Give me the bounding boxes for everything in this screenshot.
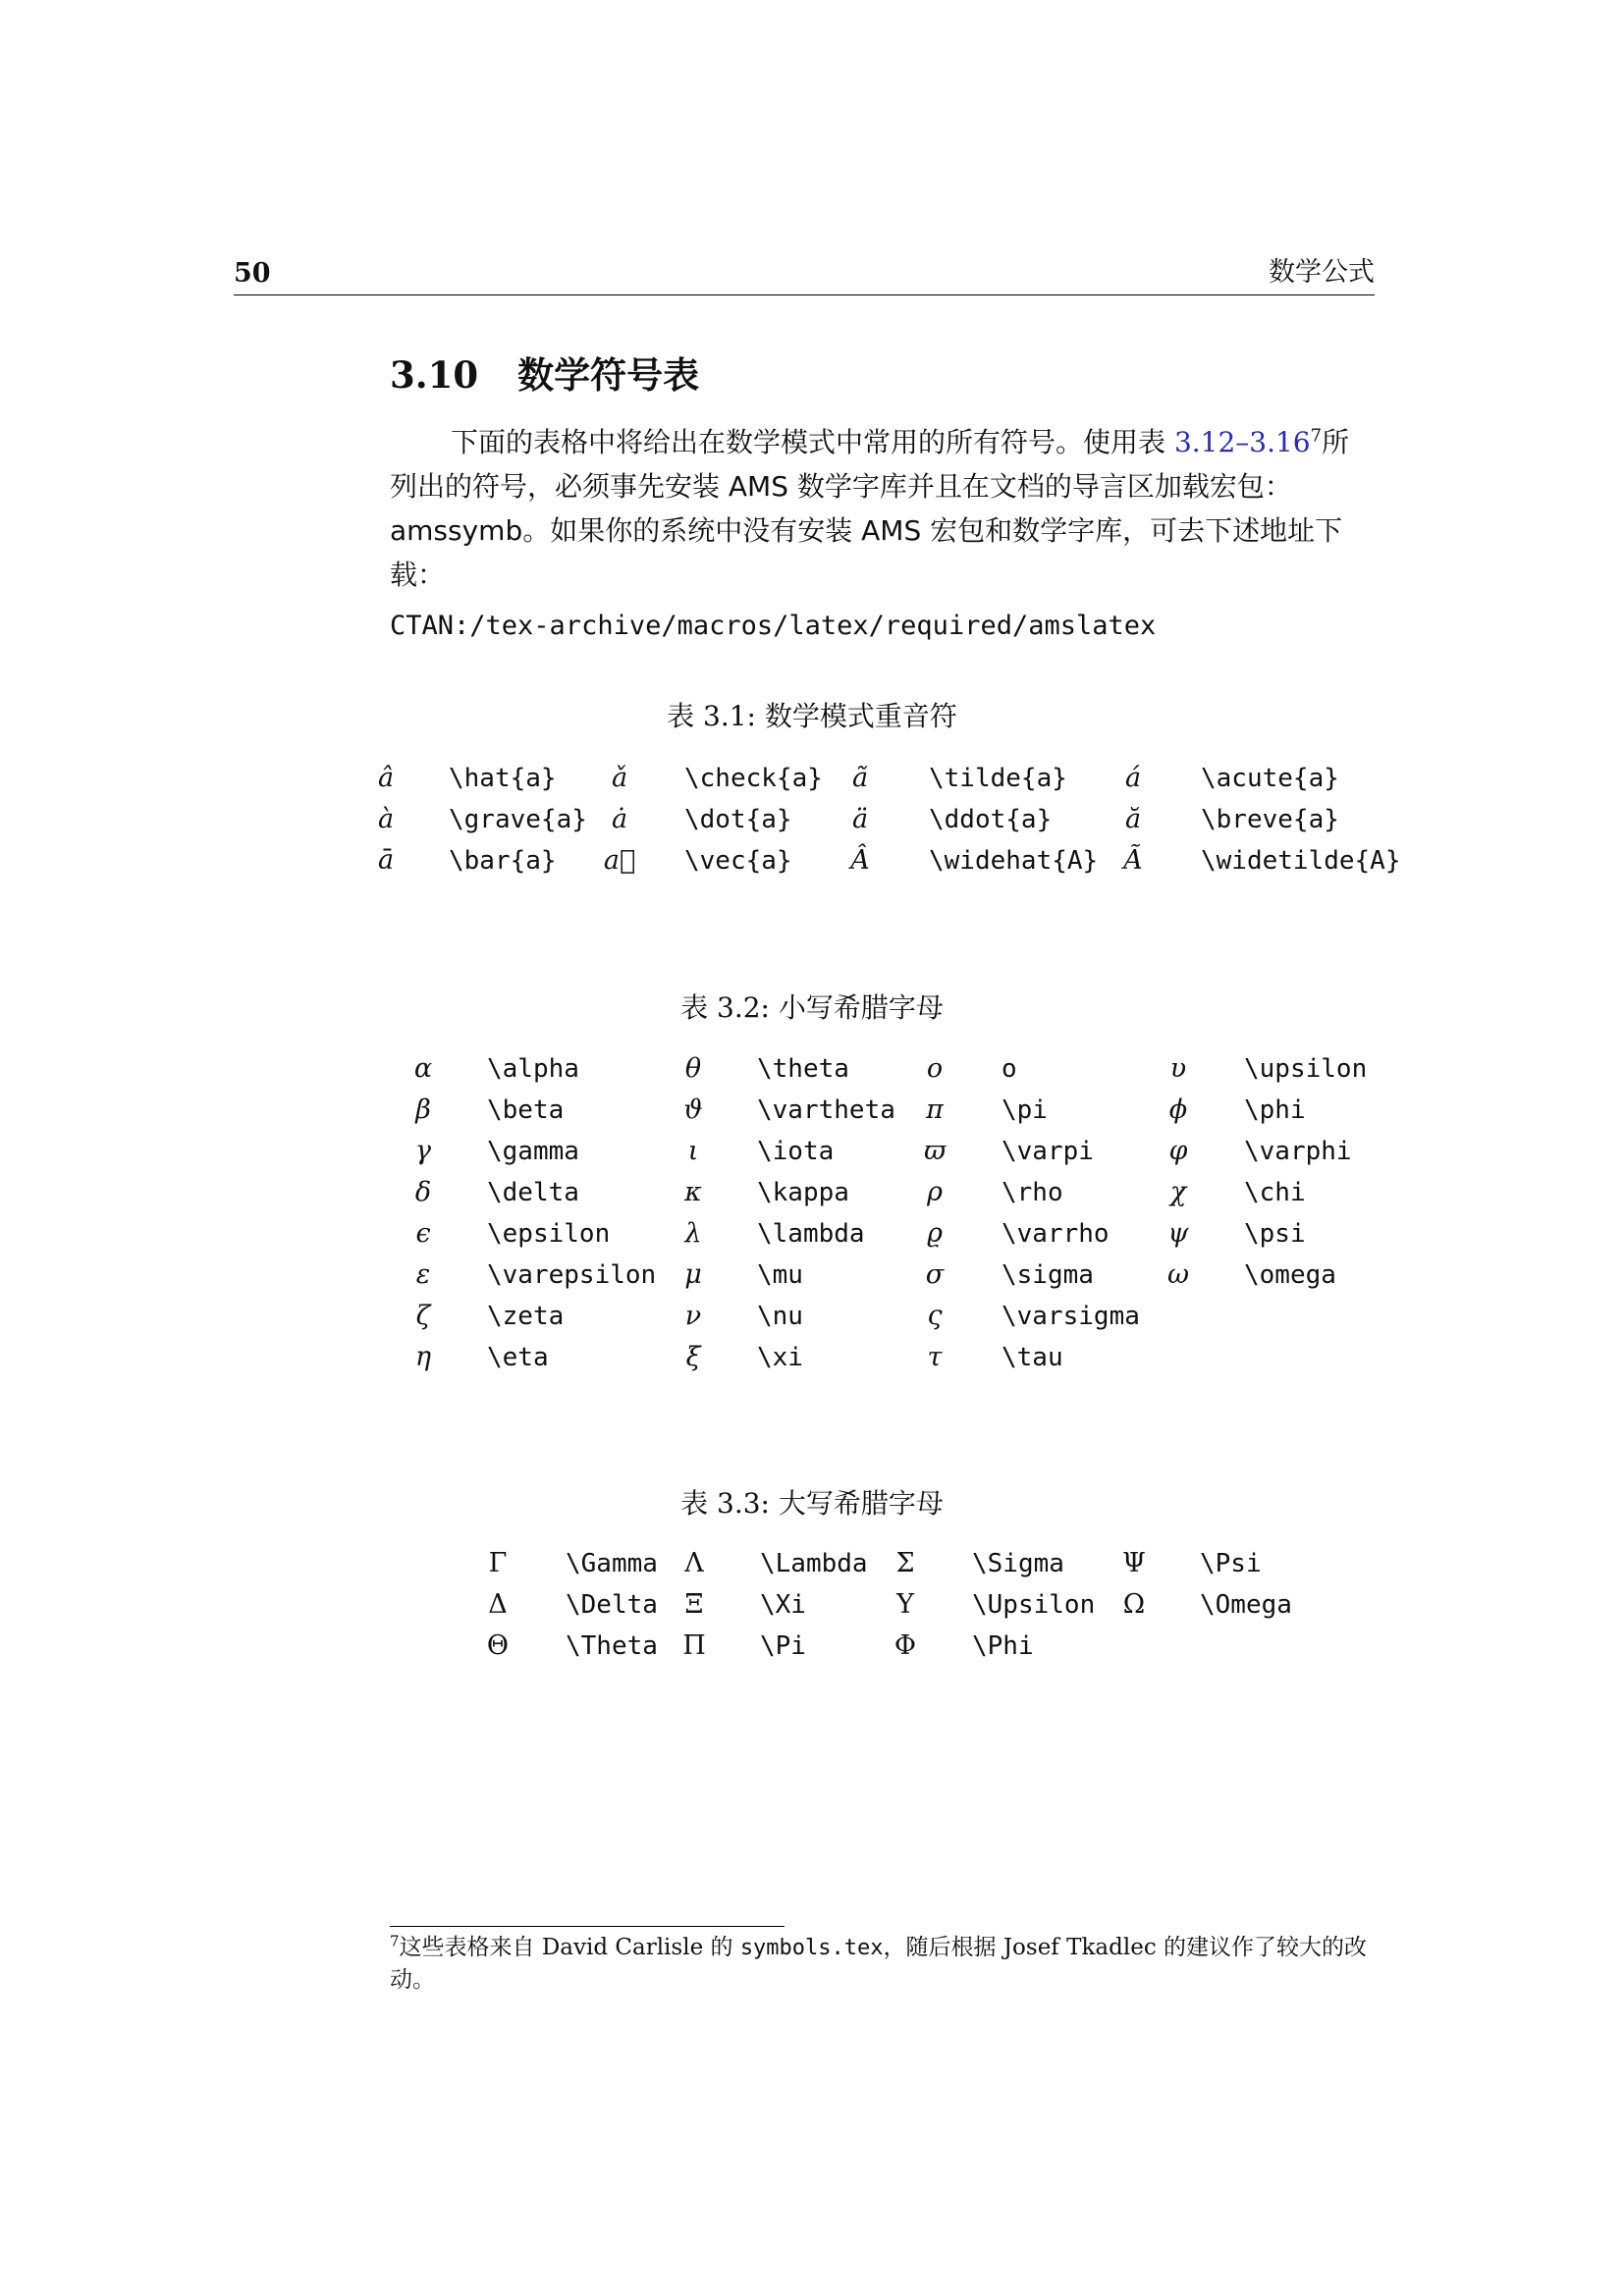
math-symbol: Â — [850, 845, 870, 876]
table-row — [0, 1090, 1624, 1131]
intro-emphasis: 数学模式 — [726, 426, 837, 458]
table-row — [0, 1255, 1624, 1296]
latex-command: \alpha — [487, 1054, 579, 1084]
uppercase-greek-table — [0, 1543, 1624, 1667]
footnote-marker[interactable]: 7 — [1310, 425, 1323, 447]
latex-command: \mu — [757, 1260, 803, 1290]
footnote-rule — [390, 1926, 785, 1927]
math-symbol: ι — [687, 1136, 699, 1166]
latex-command: \Phi — [972, 1631, 1034, 1661]
table-row — [0, 1131, 1624, 1172]
table-caption-3-2 — [0, 987, 1624, 1026]
math-symbol: à — [377, 804, 395, 834]
math-symbol: ã — [851, 763, 869, 793]
latex-command: \nu — [757, 1302, 803, 1331]
latex-command: \Sigma — [972, 1549, 1064, 1578]
math-symbol: λ — [684, 1218, 702, 1249]
math-symbol: β — [415, 1095, 431, 1125]
latex-command: \rho — [1001, 1178, 1063, 1207]
latex-command: \Gamma — [566, 1549, 658, 1578]
math-symbol: ζ — [415, 1301, 431, 1331]
math-symbol: ψ — [1167, 1218, 1189, 1249]
table-caption-3-3 — [0, 1482, 1624, 1522]
footnote-filename: symbols.tex — [739, 1936, 884, 1960]
latex-command: \Lambda — [760, 1549, 868, 1578]
table-row — [0, 840, 1624, 881]
latex-command: \Upsilon — [972, 1590, 1096, 1620]
latex-command: \widetilde{A} — [1201, 846, 1401, 876]
ctan-path: CTAN:/tex-archive/macros/latex/required/amslatex — [390, 611, 1157, 641]
latex-command: \varsigma — [1001, 1302, 1140, 1331]
latex-command: \bar{a} — [449, 846, 557, 876]
intro-text-1: 下面的表格中将给出在 — [451, 426, 727, 458]
latex-command: \Psi — [1200, 1549, 1262, 1578]
table-row — [0, 758, 1624, 799]
caption-prefix: 表 — [680, 991, 718, 1024]
math-symbol: Ω — [1122, 1589, 1146, 1620]
caption-number: 3.1: — [703, 700, 756, 732]
math-symbol: ϖ — [923, 1136, 947, 1166]
lowercase-greek-table — [0, 1048, 1624, 1378]
math-symbol: Θ — [486, 1630, 510, 1661]
latex-command: \pi — [1001, 1095, 1048, 1125]
math-symbol: θ — [684, 1053, 702, 1084]
latex-command: \epsilon — [487, 1219, 611, 1249]
math-symbol: χ — [1169, 1177, 1187, 1207]
math-symbol: υ — [1169, 1053, 1187, 1084]
latex-command: \lambda — [757, 1219, 865, 1249]
table-caption-3-1 — [0, 695, 1624, 734]
math-symbol: κ — [684, 1177, 702, 1207]
intro-text-2: 中常用的所有符号。使用表 — [836, 426, 1174, 458]
accent-table — [0, 758, 1624, 881]
latex-command: \xi — [757, 1343, 803, 1372]
latex-command: \delta — [487, 1178, 579, 1207]
math-symbol: á — [1124, 763, 1142, 793]
math-symbol: Π — [682, 1630, 706, 1661]
latex-command: \theta — [757, 1054, 849, 1084]
latex-command: \eta — [487, 1343, 549, 1372]
math-symbol: ā — [377, 845, 395, 876]
math-symbol: ε — [415, 1259, 431, 1290]
section-title: 数学符号表 — [517, 354, 700, 397]
math-symbol: Ã — [1123, 845, 1143, 876]
footnote-text-3: ，随后根据 — [883, 1935, 1003, 1960]
table-row — [0, 1584, 1624, 1626]
latex-command: \Pi — [760, 1631, 806, 1661]
latex-command: \hat{a} — [449, 764, 557, 793]
intro-paragraph — [390, 420, 1377, 597]
table-row — [0, 799, 1624, 840]
running-header — [234, 253, 1375, 295]
latex-command: \Delta — [566, 1590, 658, 1620]
caption-prefix: 表 — [680, 1487, 718, 1520]
latex-command: \grave{a} — [449, 805, 587, 834]
math-symbol: ν — [684, 1301, 702, 1331]
math-symbol: ă — [1124, 804, 1142, 834]
table-row — [0, 1337, 1624, 1378]
latex-command: \phi — [1244, 1095, 1306, 1125]
caption-prefix: 表 — [667, 700, 704, 732]
math-symbol: Υ — [896, 1589, 914, 1620]
latex-command: \varepsilon — [487, 1260, 657, 1290]
math-symbol: o — [926, 1053, 944, 1084]
latex-command: \Omega — [1200, 1590, 1292, 1620]
latex-command: \omega — [1244, 1260, 1336, 1290]
latex-command: \zeta — [487, 1302, 565, 1331]
latex-command: \gamma — [487, 1137, 579, 1166]
math-symbol: ω — [1166, 1259, 1190, 1290]
math-symbol: σ — [925, 1259, 945, 1290]
latex-command: \tilde{a} — [929, 764, 1067, 793]
latex-command: \vartheta — [757, 1095, 895, 1125]
section-heading — [390, 346, 699, 399]
caption-text: 小写希腊字母 — [769, 991, 944, 1024]
footnote-author: David Carlisle — [541, 1935, 704, 1960]
table-row — [0, 1213, 1624, 1255]
math-symbol: â — [377, 763, 395, 793]
table-row — [0, 1543, 1624, 1584]
math-symbol: ϵ — [415, 1218, 431, 1249]
math-symbol: δ — [414, 1177, 432, 1207]
caption-number: 3.3: — [717, 1487, 770, 1520]
table-row — [0, 1626, 1624, 1667]
math-symbol: ρ — [927, 1177, 943, 1207]
latex-command: \iota — [757, 1137, 835, 1166]
latex-command: \acute{a} — [1201, 764, 1339, 793]
latex-command: \varphi — [1244, 1137, 1352, 1166]
latex-command: \ddot{a} — [929, 805, 1053, 834]
latex-command: \kappa — [757, 1178, 849, 1207]
latex-command: \vec{a} — [684, 846, 792, 876]
table-row — [0, 1048, 1624, 1090]
math-symbol: ä — [851, 804, 869, 834]
table-row — [0, 1296, 1624, 1337]
latex-command: \sigma — [1001, 1260, 1094, 1290]
latex-command: \Theta — [566, 1631, 658, 1661]
math-symbol: ȧ — [611, 804, 628, 834]
page-number: 50 — [234, 258, 271, 289]
math-symbol: ϕ — [1168, 1095, 1188, 1125]
footnote-person: Josef Tkadlec — [1002, 1935, 1157, 1960]
footnote-text-2: 的 — [703, 1935, 740, 1960]
caption-text: 大写希腊字母 — [769, 1487, 944, 1520]
footnote-number: 7 — [390, 1932, 400, 1950]
latex-command: \varrho — [1001, 1219, 1110, 1249]
math-symbol: Ψ — [1122, 1548, 1146, 1578]
caption-number: 3.2: — [717, 991, 770, 1024]
math-symbol: γ — [414, 1136, 432, 1166]
math-symbol: ς — [927, 1301, 943, 1331]
math-symbol: Ξ — [684, 1589, 704, 1620]
latex-command: \upsilon — [1244, 1054, 1368, 1084]
latex-command: \psi — [1244, 1219, 1306, 1249]
math-symbol: Γ — [488, 1548, 508, 1578]
math-symbol: φ — [1168, 1136, 1188, 1166]
footnote-text-1: 这些表格来自 — [399, 1935, 542, 1960]
math-symbol: ϑ — [683, 1095, 703, 1125]
latex-command: o — [1001, 1054, 1017, 1084]
chapter-title: 数学公式 — [1269, 257, 1375, 288]
latex-command: \chi — [1244, 1178, 1306, 1207]
math-symbol: α — [413, 1053, 433, 1084]
math-symbol: ǎ — [611, 763, 628, 793]
math-symbol: η — [414, 1342, 432, 1372]
latex-command: \tau — [1001, 1343, 1063, 1372]
math-symbol: Σ — [895, 1548, 915, 1578]
table-row — [0, 1172, 1624, 1213]
latex-command: \check{a} — [684, 764, 823, 793]
latex-command: \varpi — [1001, 1137, 1094, 1166]
latex-command: \beta — [487, 1095, 565, 1125]
table-reference-link[interactable]: 3.12–3.16 — [1173, 426, 1311, 458]
math-symbol: Λ — [684, 1548, 704, 1578]
math-symbol: a⃗ — [603, 845, 636, 876]
math-symbol: τ — [927, 1342, 943, 1372]
math-symbol: ξ — [685, 1342, 701, 1372]
latex-command: \widehat{A} — [929, 846, 1099, 876]
math-symbol: Δ — [488, 1589, 508, 1620]
footnote-text-4: 的建议作了较大的改动。 — [390, 1935, 1368, 1993]
math-symbol: Φ — [893, 1630, 917, 1661]
caption-text: 数学模式重音符 — [755, 700, 957, 732]
math-symbol: π — [926, 1095, 944, 1125]
latex-command: \dot{a} — [684, 805, 792, 834]
math-symbol: ϱ — [927, 1218, 943, 1249]
latex-command: \Xi — [760, 1590, 806, 1620]
latex-command: \breve{a} — [1201, 805, 1339, 834]
math-symbol: μ — [684, 1259, 702, 1290]
section-number: 3.10 — [390, 353, 479, 397]
footnote — [390, 1932, 1381, 1997]
intro-text-3: 所列出的符号，必须事先安装 AMS 数学字库并且在文档的导言区加载宏包： amssymb。如果你的系统中没有安装 AMS 宏包和数学字库，可去下述地址下载： — [390, 426, 1350, 591]
